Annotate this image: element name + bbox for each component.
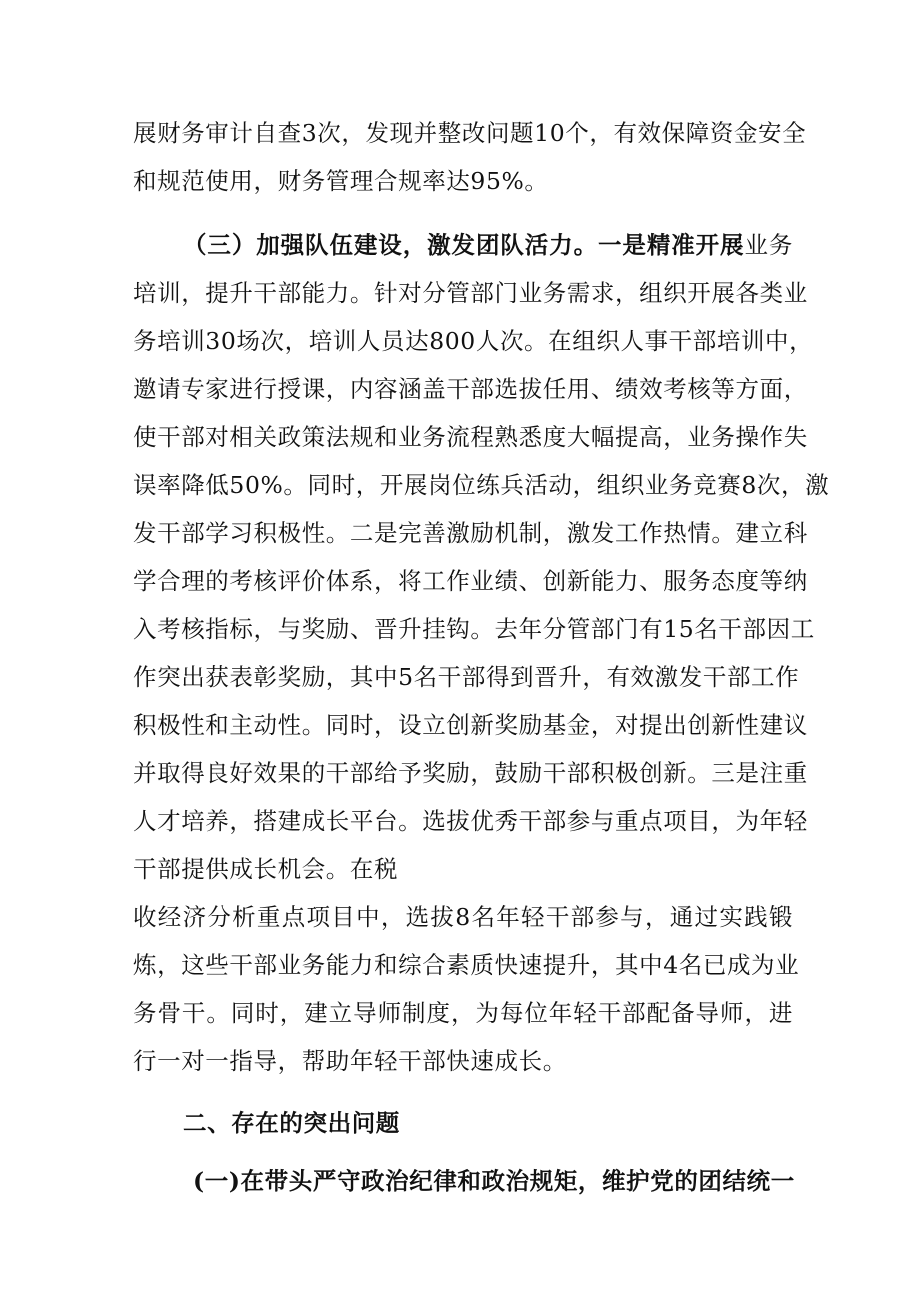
- paragraph-line: 务骨干。同时，建立导师制度，为每位年轻干部配备导师，进: [133, 999, 793, 1027]
- paragraph-line: 发干部学习积极性。二是完善激励机制，激发工作热情。建立科: [133, 519, 808, 547]
- paragraph-line: 和规范使用，财务管理合规率达95%。: [133, 167, 549, 195]
- paragraph-line: 培训，提升干部能力。针对分管部门业务需求，组织开展各类业: [133, 279, 808, 307]
- section-two-heading: 二、存在的突出问题: [183, 1109, 400, 1137]
- section-three-heading-tail: 业务: [744, 231, 793, 259]
- paragraph-line: 务培训30场次，培训人员达800人次。在组织人事干部培训中，: [133, 327, 814, 355]
- paragraph-line: 炼，这些干部业务能力和综合素质快速提升，其中4名已成为业: [133, 951, 800, 979]
- paragraph-line: 误率降低50%。同时，开展岗位练兵活动，组织业务竞赛8次，激: [133, 471, 830, 499]
- paragraph-line: 收经济分析重点项目中，选拔8名年轻干部参与，通过实践锻: [133, 903, 793, 931]
- paragraph-line: 使干部对相关政策法规和业务流程熟悉度大幅提高，业务操作失: [133, 423, 808, 451]
- section-three-heading: （三）加强队伍建设，激发团队活力。一是精准开展: [183, 231, 745, 259]
- paragraph-line: 人才培养，搭建成长平台。选拔优秀干部参与重点项目，为年轻: [133, 807, 808, 835]
- paragraph-line: 干部提供成长机会。在税: [133, 855, 399, 883]
- paragraph-line: 学合理的考核评价体系，将工作业绩、创新能力、服务态度等纳: [133, 567, 808, 595]
- paragraph-line: 并取得良好效果的干部给予奖励，鼓励干部积极创新。三是注重: [133, 759, 808, 787]
- paragraph-line: 积极性和主动性。同时，设立创新奖励基金，对提出创新性建议: [133, 711, 808, 739]
- paragraph-line: 邀请专家进行授课，内容涵盖干部选拔任用、绩效考核等方面，: [133, 375, 808, 403]
- section-three-heading-line: [183, 230, 793, 260]
- paragraph-line: 作突出获表彰奖励，其中5名干部得到晋升，有效激发干部工作: [133, 663, 800, 691]
- paragraph-line: 行一对一指导，帮助年轻干部快速成长。: [133, 1047, 567, 1075]
- subsection-one-heading: (一)在带头严守政治纪律和政治规矩，维护党的团结统一: [193, 1167, 795, 1195]
- paragraph-line: 展财务审计自查3次，发现并整改问题10个，有效保障资金安全: [133, 119, 807, 147]
- paragraph-line: 入考核指标，与奖励、晋升挂钩。去年分管部门有15名干部因工: [133, 615, 815, 643]
